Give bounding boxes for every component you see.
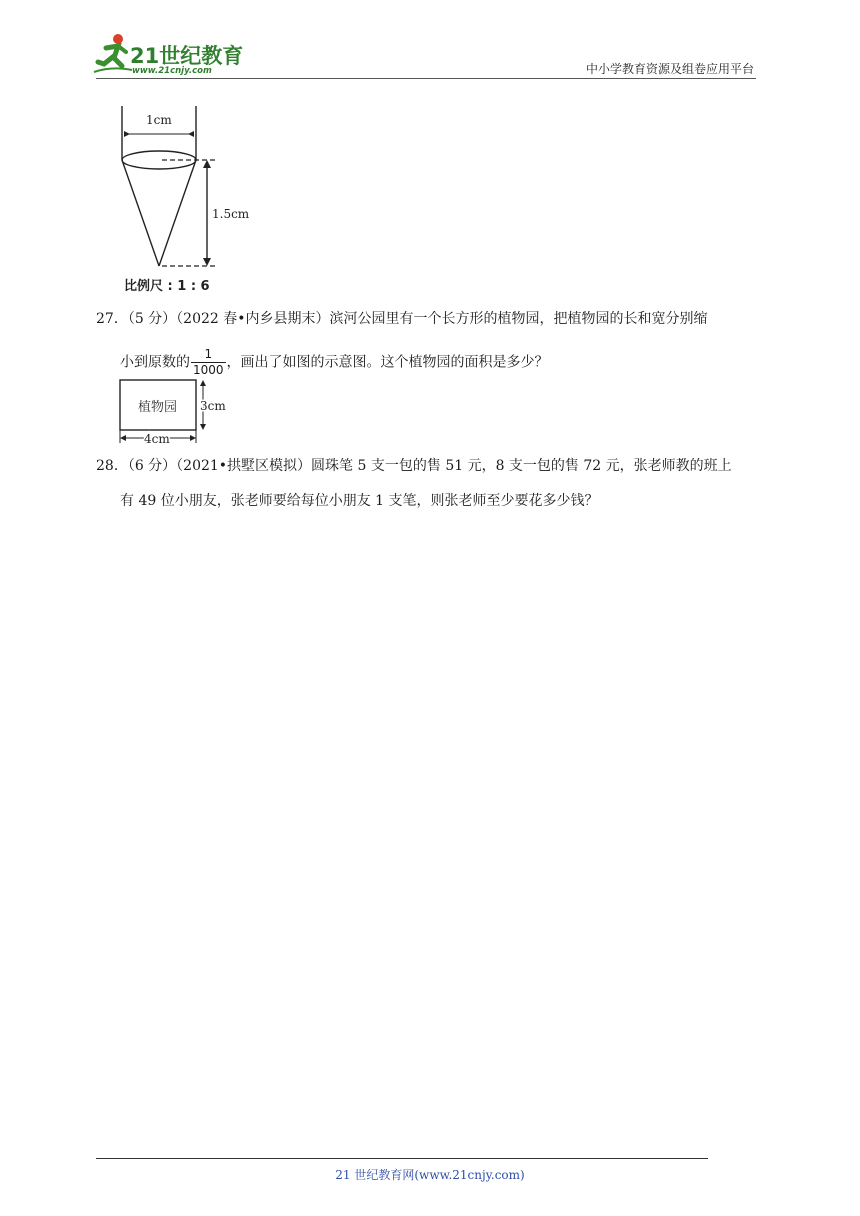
footer-text: 21 世纪教育网(www.21cnjy.com) bbox=[335, 1168, 525, 1182]
cone-height-label: 1.5cm bbox=[212, 207, 250, 221]
header-divider bbox=[96, 78, 756, 79]
cone-top-width-label: 1cm bbox=[146, 113, 172, 127]
question-27-line-2 bbox=[120, 347, 549, 378]
logo-url: www.21cnjy.com bbox=[132, 66, 212, 76]
garden-label: 植物园 bbox=[138, 400, 178, 415]
question-27-text-after: ，画出了如图的示意图。这个植物园的面积是多少？ bbox=[226, 354, 549, 371]
question-27-text-before: 小到原数的 bbox=[120, 354, 190, 371]
scale-fraction bbox=[191, 347, 226, 378]
platform-title: 中小学教育资源及组卷应用平台 bbox=[585, 62, 754, 76]
fraction-numerator: 1 bbox=[191, 347, 226, 363]
cone-figure bbox=[112, 98, 262, 298]
garden-figure bbox=[114, 377, 234, 447]
question-28-line-2: 有 49 位小朋友，张老师要给每位小朋友 1 支笔，则张老师至少要花多少钱？ bbox=[120, 493, 599, 509]
site-logo bbox=[92, 30, 262, 78]
logo-text: 21世纪教育 bbox=[130, 44, 244, 68]
garden-height-label: 3cm bbox=[200, 399, 226, 413]
question-28-line-1: 28．（6 分）（2021•拱墅区模拟）圆珠笔 5 支一包的售 51 元，8 支一包的售 72 元，张老师教的班上 bbox=[96, 458, 732, 474]
fraction-denominator: 1000 bbox=[193, 363, 224, 377]
cone-scale-label: 比例尺 : 1 : 6 bbox=[124, 279, 210, 294]
garden-width-label: 4cm bbox=[144, 432, 170, 446]
running-man-logo-icon bbox=[92, 30, 132, 76]
question-27-line-1: 27．（5 分）（2022 春•内乡县期末）滨河公园里有一个长方形的植物园，把植物园的长和宽分别缩 bbox=[96, 311, 708, 327]
footer-divider bbox=[96, 1158, 708, 1159]
